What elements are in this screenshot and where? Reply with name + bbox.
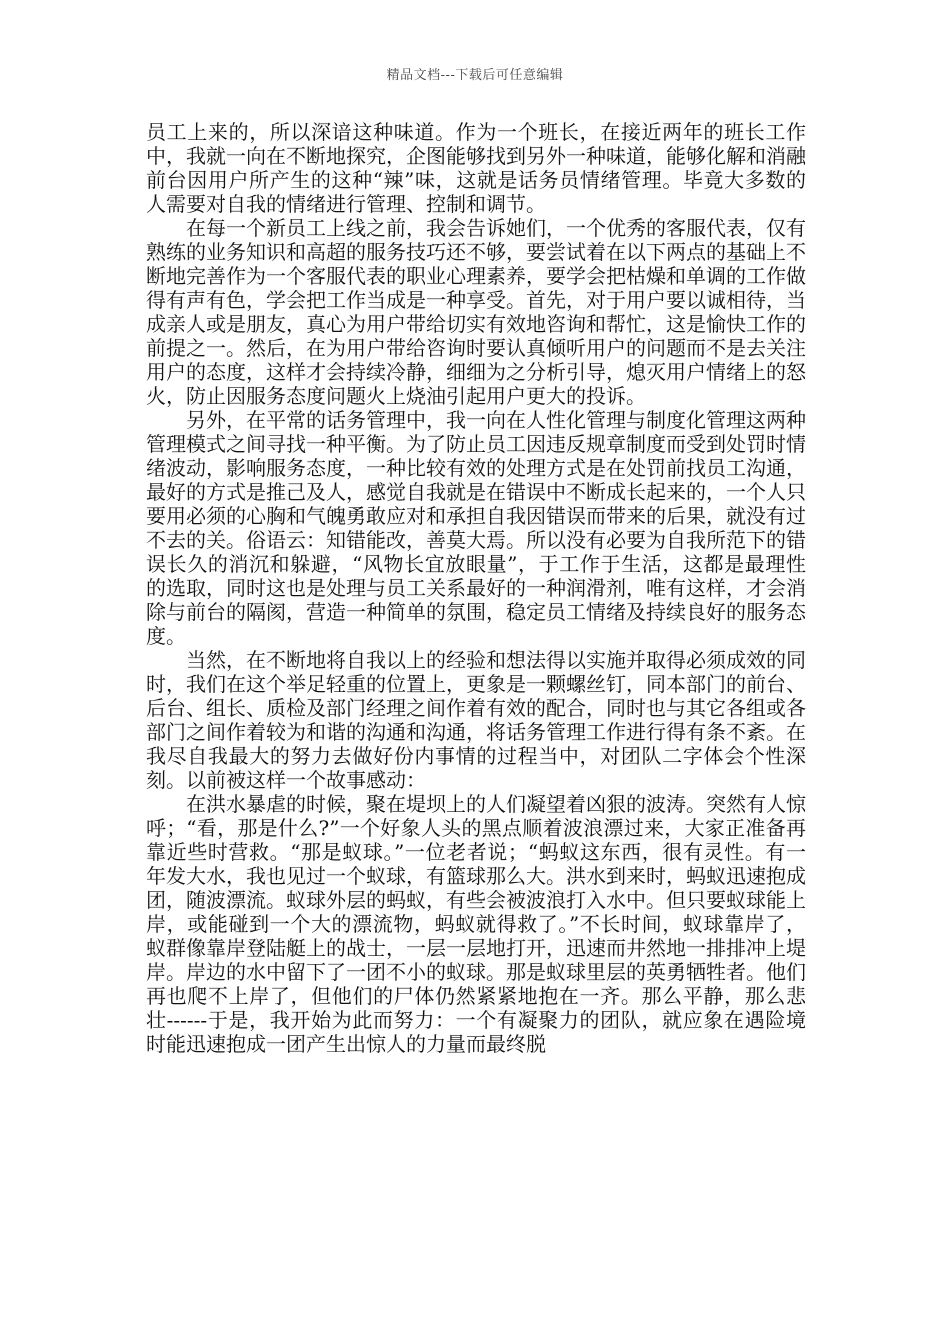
page-header: 精品文档---下载后可任意编辑 <box>386 68 564 83</box>
paragraph-5: 在洪水暴虐的时候，聚在堤坝上的人们凝望着凶狠的波涛。突然有人惊呼；“看，那是什么?”一个好象人头的黑点顺着波浪漂过来，大家正准备再靠近些时营救。“那是蚁球。”一位老者说；“蚂蚁这东西，很有灵性。有一年发大水，我也见过一个蚁球，有篮球那么大。洪水到来时，蚂蚁迅速抱成团，随波漂流。蚁球外层的蚂蚁，有些会被波浪打入水中。但只要蚁球能上岸，或能碰到一个大的漂流物，蚂蚁就得救了。”不长时间，蚁球靠岸了，蚁群像靠岸登陆艇上的战士，一层一层地打开，迅速而井然地一排排冲上堤岸。岸边的水中留下了一团不小的蚁球。那是蚁球里层的英勇牺牲者。他们再也爬不上岸了，但他们的尸体仍然紧紧地抱在一齐。那么平静，那么悲壮------于是，我开始为此而努力：一个有凝聚力的团队，就应象在遇险境时能迅速抱成一团产生出惊人的力量而最终脱 <box>146 792 806 1056</box>
paragraph-4: 当然，在不断地将自我以上的经验和想法得以实施并取得必须成效的同时，我们在这个举足轻重的位置上，更象是一颗螺丝钉，同本部门的前台、后台、组长、质检及部门经理之间作着有效的配合，同时也与其它各组或各部门之间作着较为和谐的沟通和沟通，将话务管理工作进行得有条不紊。在我尽自我最大的努力去做好份内事情的过程当中，对团队二字体会个性深刻。以前被这样一个故事感动： <box>146 648 806 792</box>
paragraph-2: 在每一个新员工上线之前，我会告诉她们，一个优秀的客服代表，仅有熟练的业务知识和高超的服务技巧还不够，要尝试着在以下两点的基础上不断地完善作为一个客服代表的职业心理素养，要学会把枯燥和单调的工作做得有声有色，学会把工作当成是一种享受。首先，对于用户要以诚相待，当成亲人或是朋友，真心为用户带给切实有效地咨询和帮忙，这是愉快工作的前提之一。然后，在为用户带给咨询时要认真倾听用户的问题而不是去关注用户的态度，这样才会持续冷静，细细为之分析引导，熄灭用户情绪上的怒火，防止因服务态度问题火上烧油引起用户更大的投诉。 <box>146 216 806 408</box>
paragraph-3: 另外，在平常的话务管理中，我一向在人性化管理与制度化管理这两种管理模式之间寻找一种平衡。为了防止员工因违反规章制度而受到处罚时情绪波动，影响服务态度，一种比较有效的处理方式是在处罚前找员工沟通，最好的方式是推己及人，感觉自我就是在错误中不断成长起来的，一个人只要用必须的心胸和气魄勇敢应对和承担自我因错误而带来的后果，就没有过不去的关。俗语云：知错能改，善莫大焉。所以没有必要为自我所范下的错误长久的消沉和躲避，“风物长宜放眼量”，于工作于生活，这都是最理性的选取，同时这也是处理与员工关系最好的一种润滑剂，唯有这样，才会消除与前台的隔阂，营造一种简单的氛围，稳定员工情绪及持续良好的服务态度。 <box>146 408 806 648</box>
document-body <box>146 120 806 1056</box>
paragraph-1: 员工上来的，所以深谙这种味道。作为一个班长，在接近两年的班长工作中，我就一向在不断地探究，企图能够找到另外一种味道，能够化解和消融前台因用户所产生的这种“辣”味，这就是话务员情绪管理。毕竟大多数的人需要对自我的情绪进行管理、控制和调节。 <box>146 120 806 216</box>
